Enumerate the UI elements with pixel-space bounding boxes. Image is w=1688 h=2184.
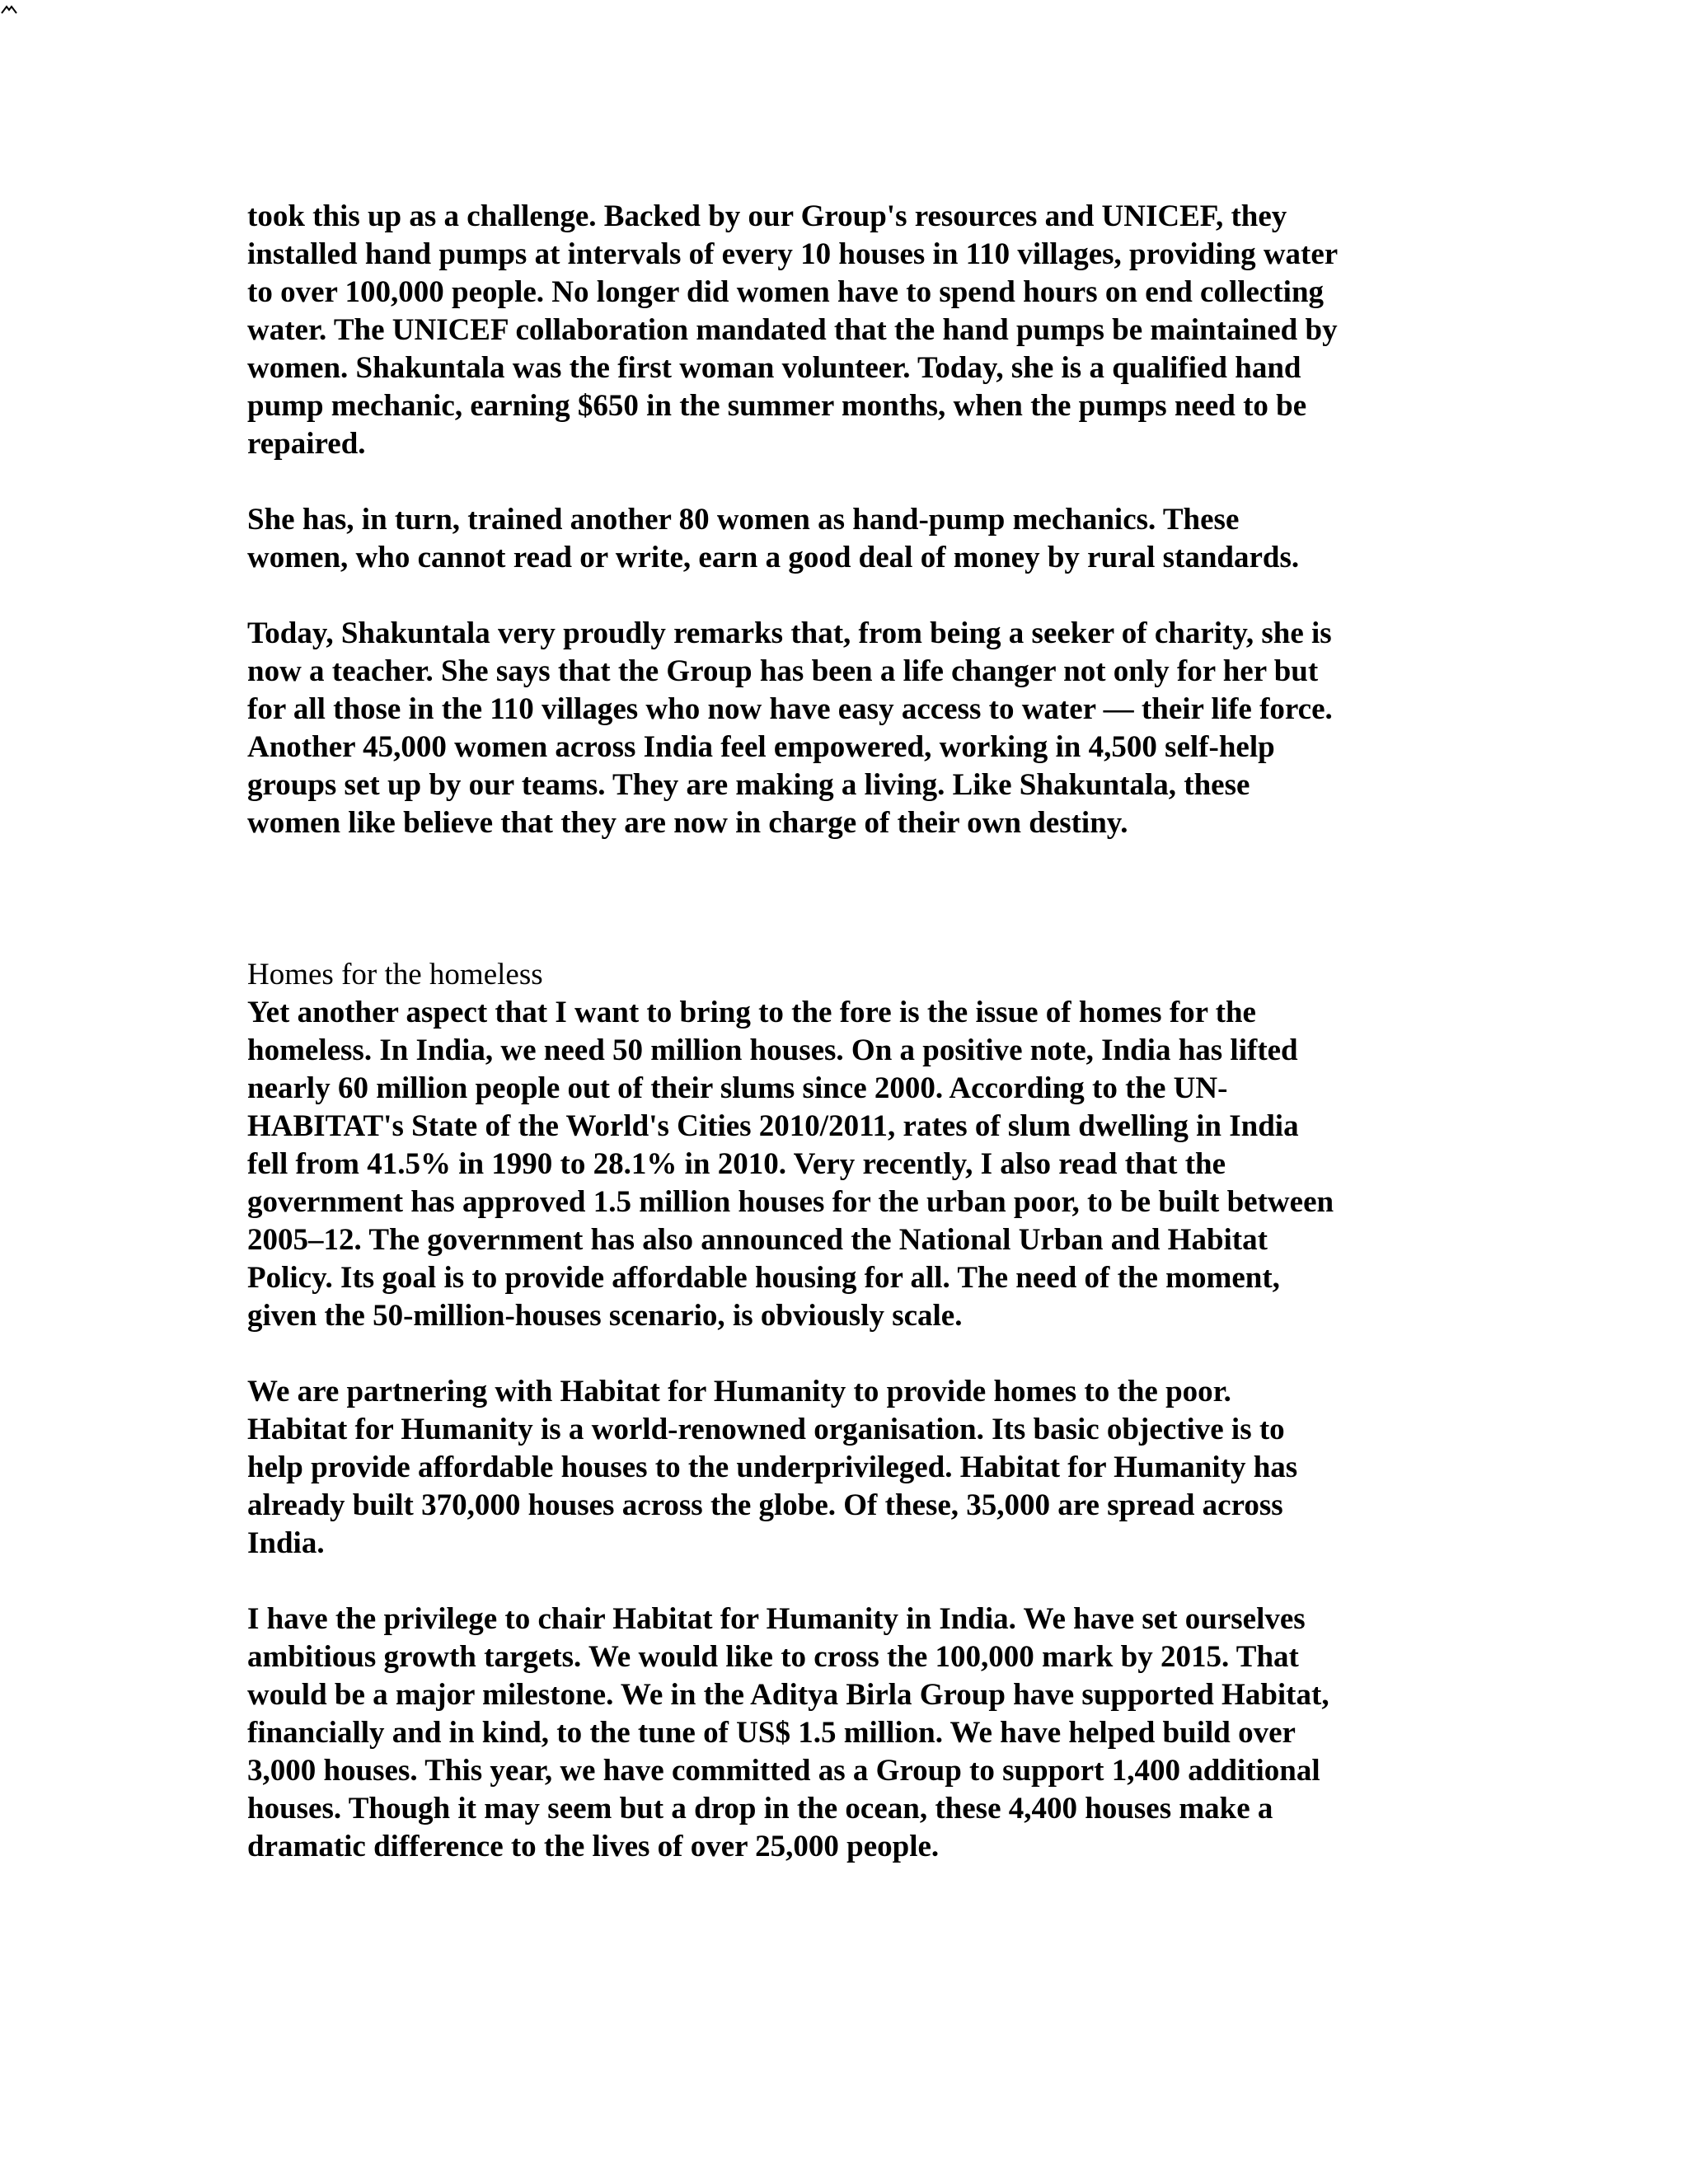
text-line: pump mechanic, earning $650 in the summer months, when the pumps need to be <box>247 389 1307 423</box>
text-line: India. <box>247 1526 325 1560</box>
text-line: groups set up by our teams. They are making a living. Like Shakuntala, these <box>247 768 1250 802</box>
paragraph-shakuntala <box>247 615 1451 842</box>
text-line: homeless. In India, we need 50 million houses. On a positive note, India has lifted <box>247 1033 1298 1067</box>
text-line: fell from 41.5% in 1990 to 28.1% in 2010. Very recently, I also read that the <box>247 1147 1226 1181</box>
text-line: Habitat for Humanity is a world-renowned organisation. Its basic objective is to <box>247 1413 1285 1446</box>
text-line: houses. Though it may seem but a drop in the ocean, these 4,400 houses make a <box>247 1792 1273 1825</box>
text-line: for all those in the 110 villages who now have easy access to water — their life force. <box>247 692 1333 726</box>
text-line: financially and in kind, to the tune of US$ 1.5 million. We have helped build over <box>247 1716 1296 1750</box>
text-line: now a teacher. She says that the Group has been a life changer not only for her but <box>247 654 1319 688</box>
text-line: Today, Shakuntala very proudly remarks that, from being a seeker of charity, she is <box>247 616 1332 650</box>
text-line: nearly 60 million people out of their slums since 2000. According to the UN- <box>247 1071 1228 1105</box>
text-line: women like believe that they are now in charge of their own destiny. <box>247 806 1128 840</box>
text-line: installed hand pumps at intervals of every 10 houses in 110 villages, providing water <box>247 237 1339 271</box>
text-line: I have the privilege to chair Habitat for Humanity in India. We have set ourselves <box>247 1602 1306 1636</box>
section-spacer <box>247 880 1451 956</box>
text-line: 2005–12. The government has also announced the National Urban and Habitat <box>247 1223 1268 1257</box>
text-line: repaired. <box>247 427 366 461</box>
text-line: ambitious growth targets. We would like to cross the 100,000 mark by 2015. That <box>247 1640 1299 1674</box>
text-line: women, who cannot read or write, earn a good deal of money by rural standards. <box>247 541 1300 574</box>
text-line: 3,000 houses. This year, we have committed as a Group to support 1,400 additional <box>247 1754 1320 1788</box>
text-line: took this up as a challenge. Backed by our Group's resources and UNICEF, they <box>247 199 1287 233</box>
text-line: government has approved 1.5 million houses for the urban poor, to be built between <box>247 1185 1334 1219</box>
text-line: HABITAT's State of the World's Cities 2010/2011, rates of slum dwelling in India <box>247 1109 1299 1143</box>
text-line: already built 370,000 houses across the globe. Of these, 35,000 are spread across <box>247 1488 1283 1522</box>
text-line: women. Shakuntala was the first woman volunteer. Today, she is a qualified hand <box>247 351 1301 385</box>
section-heading: Homes for the homeless <box>247 958 543 991</box>
section-homes <box>247 956 1451 1335</box>
text-line: Yet another aspect that I want to bring to the fore is the issue of homes for the <box>247 996 1256 1029</box>
paragraph-mechanics <box>247 501 1451 577</box>
paragraph-hand-pumps <box>247 198 1451 463</box>
text-line: She has, in turn, trained another 80 women as hand-pump mechanics. These <box>247 503 1240 537</box>
paragraph-habitat-partnership <box>247 1373 1451 1563</box>
corner-mark-icon <box>0 2 18 20</box>
text-line: Another 45,000 women across India feel empowered, working in 4,500 self-help <box>247 730 1275 764</box>
text-line: help provide affordable houses to the underprivileged. Habitat for Humanity has <box>247 1451 1298 1484</box>
text-line: water. The UNICEF collaboration mandated that the hand pumps be maintained by <box>247 313 1338 347</box>
text-line: dramatic difference to the lives of over 25,000 people. <box>247 1830 940 1863</box>
text-line: given the 50-million-houses scenario, is obviously scale. <box>247 1299 963 1333</box>
text-line: to over 100,000 people. No longer did women have to spend hours on end collecting <box>247 275 1325 309</box>
document-page <box>247 198 1451 1904</box>
text-line: We are partnering with Habitat for Humanity to provide homes to the poor. <box>247 1375 1231 1408</box>
paragraph-habitat-india <box>247 1601 1451 1866</box>
text-line: would be a major milestone. We in the Aditya Birla Group have supported Habitat, <box>247 1678 1329 1712</box>
text-line: Policy. Its goal is to provide affordable housing for all. The need of the moment, <box>247 1261 1280 1295</box>
